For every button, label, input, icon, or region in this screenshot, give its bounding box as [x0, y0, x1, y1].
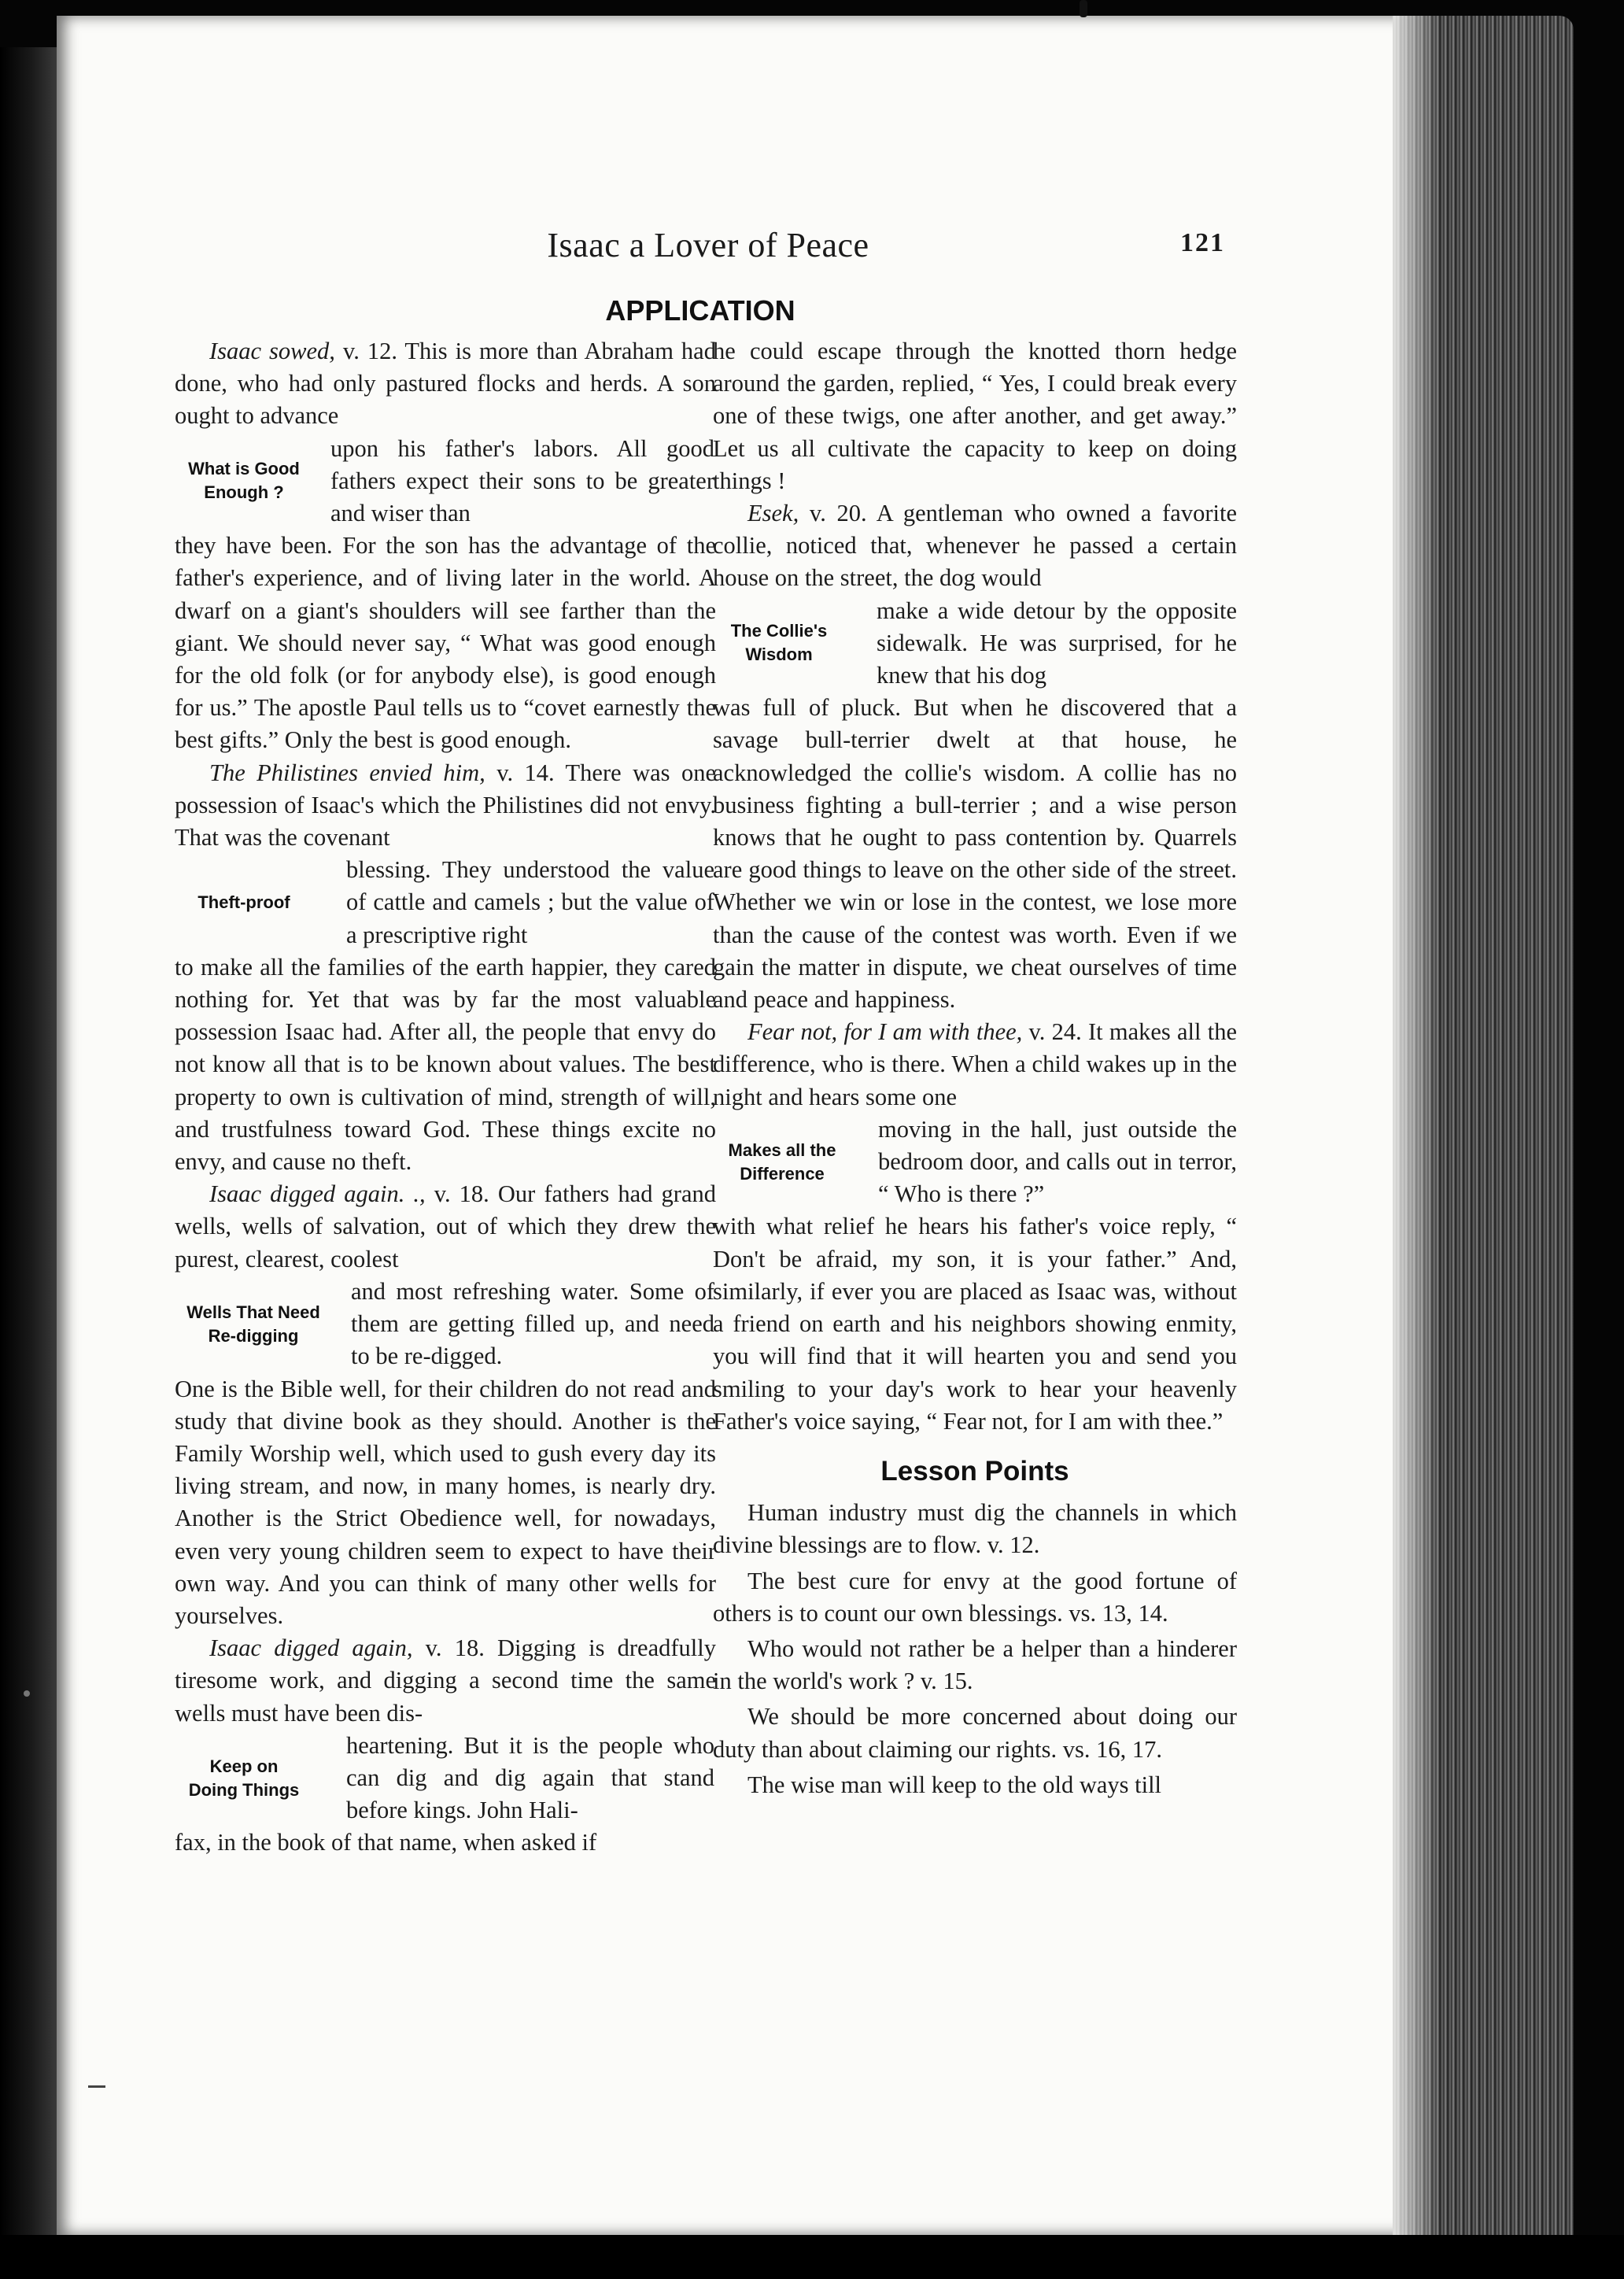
- paragraph-text: v. 18. Digging is dreadfully tiresome work, and digging a second time the same wells must have been dis-: [175, 1634, 716, 1727]
- sidenote: [175, 1301, 332, 1348]
- sidenote-block: [175, 854, 716, 951]
- paragraph: [713, 1016, 1237, 1114]
- lesson-point: We should be more concerned about doing our duty than about claiming our rights. vs. 16, 17.: [713, 1703, 1237, 1763]
- sidenote: [713, 619, 845, 667]
- left-column: [175, 335, 716, 1860]
- running-title: Isaac a Lover of Peace: [547, 226, 869, 264]
- sidenote: [175, 891, 313, 914]
- paragraph-text: was full of pluck. But when he discovered that a savage bull-terrier dwelt at that house, he acknowledged the collie's wisdom. A collie has no business fighting a bull-terrier ; and a wise person knows that he ought to pass contention by. Quarrels are good things to leave on the other side of the street. Whether we win or lose in the contest, we lose more than the cause of the contest was worth. Even if we gain the matter in dispute, we cheat ourselves of time and peace and happiness.: [713, 694, 1237, 1014]
- scan-background: [0, 2235, 1624, 2279]
- verse-reference: Isaac sowed,: [209, 338, 335, 364]
- paragraph-text: v. 24. It makes all the difference, who is there. When a child wakes up in the night and hears some one: [713, 1018, 1237, 1110]
- sidenote-line: Wisdom: [745, 645, 813, 665]
- paragraph-text: make a wide detour by the opposite sidewalk. He was surprised, for he knew that his dog: [877, 597, 1237, 689]
- paragraph-text: moving in the hall, just outside the bedroom door, and calls out in terror, “ Who is there ?”: [878, 1115, 1237, 1208]
- sidenote: [713, 1139, 851, 1186]
- paragraph: [175, 1178, 716, 1276]
- paragraph: [175, 1632, 716, 1730]
- lesson-point: The best cure for envy at the good fortune of others is to count our own blessings. vs. 13, 14.: [713, 1567, 1237, 1627]
- right-column: [713, 335, 1237, 1804]
- paragraph-text: One is the Bible well, for their children do not read and study that divine book as they should. Another is the Family Worship well, which used to gush every day its living stream, and now, in many homes, is nearly dry. Another is the Strict Obedience well, for nowadays, even very young children seem to expect to have their own way. And you can think of many other wells for yourselves.: [175, 1375, 716, 1629]
- sidenote-line: Keep on: [209, 1756, 279, 1776]
- paragraph-text: upon his father's labors. All good fathers expect their sons to be greater and wiser than: [330, 434, 714, 527]
- verse-reference: Isaac digged again. .,: [209, 1180, 426, 1208]
- sidenote-line: What is Good: [188, 459, 300, 479]
- sidenote: [175, 1755, 313, 1802]
- margin-mark: [88, 2085, 105, 2088]
- paragraph-text: he could escape through the knotted thorn hedge around the garden, replied, “ Yes, I could break every one of these twigs, one after another, and get away.” Let us all cultivate the capacity to keep on doing things !: [713, 338, 1237, 494]
- section-heading: APPLICATION: [605, 294, 795, 327]
- paragraph-text: v. 20. A gentleman who owned a favorite collie, noticed that, whenever he passed a certain house on the street, the dog would: [713, 500, 1237, 592]
- paragraph-text: v. 14. There was one possession of Isaac's which the Philistines did not envy. That was the covenant: [175, 759, 716, 851]
- paragraph-text: they have been. For the son has the advantage of the father's experience, and of living later in the world. A dwarf on a giant's shoulders will see farther than the giant. We should never say, “ What was good enough for the old folk (or for anybody else), is good enough for us.” The apostle Paul tells us to “covet earnestly the best gifts.” Only the best is good enough.: [175, 532, 716, 754]
- sidenote-line: Re-digging: [208, 1325, 299, 1346]
- paragraph-text: with what relief he hears his father's voice reply, “ Don't be afraid, my son, it is your father.” And, similarly, if ever you are placed as Isaac was, without a friend on earth and his neighbors showing enmity, you will find that it will hearten you and send you smiling to your day's work to hear your heavenly Father's voice saying, “ Fear not, for I am with thee.”: [713, 1213, 1237, 1435]
- verse-reference: Isaac digged again,: [209, 1634, 413, 1662]
- sidenote-line: Theft-proof: [197, 892, 290, 913]
- page-fore-edge: [1393, 16, 1574, 2251]
- lesson-points-heading: Lesson Points: [880, 1455, 1069, 1487]
- sidenote-block: [175, 1276, 716, 1373]
- paragraph-text: to make all the families of the earth happier, they cared nothing for. Yet that was by far the most valuable possession Isaac had. After all, the people that envy do not know all that is to be known about values. The best property to own is cultivation of mind, strength of will, and trustfulness toward God. These things excite no envy, and cause no theft.: [175, 953, 716, 1176]
- sidenote-block: [175, 1730, 716, 1827]
- paragraph-text: and most refreshing water. Some of them are getting filled up, and need to be re-digged.: [351, 1277, 714, 1370]
- sidenote-line: The Collie's: [730, 621, 828, 641]
- sidenote-block: [175, 433, 716, 530]
- paragraph: [713, 497, 1237, 595]
- sidenote-line: Enough ?: [204, 482, 284, 503]
- lesson-point: Who would not rather be a helper than a hinderer in the world's work ? v. 15.: [713, 1634, 1237, 1695]
- verse-reference: The Philistines envied him,: [209, 759, 485, 786]
- verse-reference: Fear not, for I am with thee,: [747, 1018, 1023, 1046]
- sidenote-line: Difference: [740, 1163, 825, 1184]
- sidenote-block: [713, 595, 1237, 693]
- sidenote-line: Makes all the: [728, 1140, 836, 1160]
- lesson-point: The wise man will keep to the old ways till: [747, 1771, 1162, 1798]
- sidenote: [175, 457, 313, 504]
- lesson-points-list: [713, 1497, 1237, 1801]
- lesson-point: Human industry must dig the channels in which divine blessings are to flow. v. 12.: [713, 1499, 1237, 1559]
- paragraph-text: v. 18. Our fathers had grand wells, wells of salvation, out of which they drew the purest, clearest, coolest: [175, 1180, 716, 1272]
- sidenote-line: Wells That Need: [186, 1302, 320, 1322]
- verse-reference: Esek,: [747, 500, 799, 527]
- paragraph: [175, 757, 716, 855]
- margin-mark: [24, 1690, 30, 1697]
- paragraph-text: heartening. But it is the people who can dig and dig again that stand before kings. John Hali-: [346, 1731, 714, 1824]
- paragraph-text: blessing. They understood the value of cattle and camels ; but the value of a prescriptive right: [346, 856, 714, 948]
- sidenote-block: [713, 1114, 1237, 1211]
- sidenote-line: Doing Things: [188, 1779, 300, 1800]
- paragraph: [175, 335, 716, 433]
- scan-artifact: [1080, 0, 1087, 17]
- paragraph-text: fax, in the book of that name, when asked if: [175, 1829, 597, 1856]
- paragraph-text: v. 12. This is more than Abraham had done, who had only pastured flocks and herds. A son ought to advance: [175, 338, 716, 430]
- page-number: 121: [1180, 228, 1225, 257]
